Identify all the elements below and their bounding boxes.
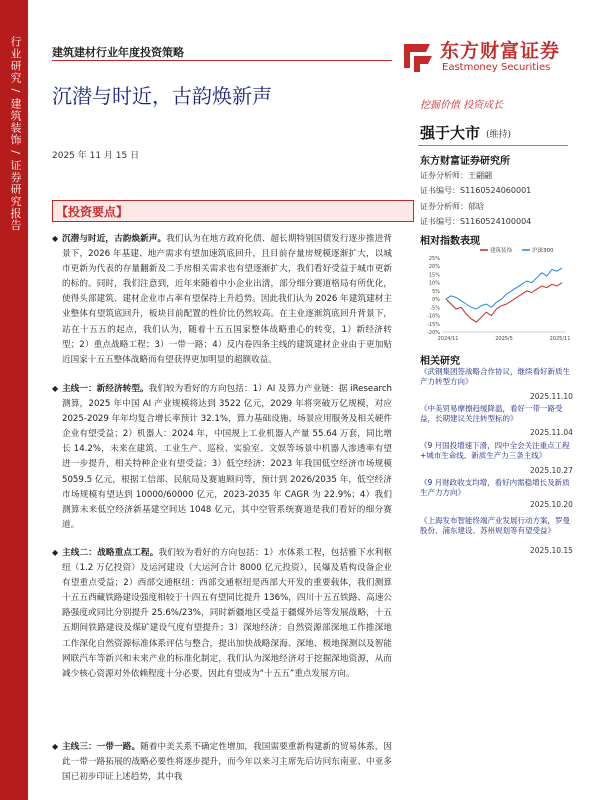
rating-rule bbox=[418, 145, 568, 146]
header-rule bbox=[52, 60, 392, 61]
related-report-date: 2025.11.10 bbox=[530, 392, 573, 401]
y-tick-label: -15% bbox=[427, 321, 440, 328]
related-report-title[interactable]: 《9 月财政收支均增，看好内需稳增长及新质生产力方向》 bbox=[420, 478, 570, 497]
report-series-label: 建筑建材行业年度投资策略 bbox=[52, 46, 184, 59]
y-tick-label: -5% bbox=[430, 305, 440, 312]
y-tick-label: 5% bbox=[432, 288, 440, 295]
paragraph bbox=[62, 740, 392, 794]
logo-en-text: Eastmoney Securities bbox=[442, 62, 551, 73]
slogan: 挖掘价值 投资成长 bbox=[420, 100, 504, 111]
related-report-title[interactable]: 《上海发布智能终端产业发展行动方案，罗曼股份、浦东建设、苏州规划等有望受益》 bbox=[420, 516, 570, 535]
analyst-line: 证书编号：S1160524060001 bbox=[420, 186, 532, 195]
related-report-title[interactable]: 《9 月国投增速下滑，四中全会关注重点工程+城市生命线、新质生产力三条主线》 bbox=[420, 441, 570, 460]
page-title: 沉潜与时近，古韵焕新声 bbox=[52, 84, 272, 108]
paragraph-text: 随着中美关系不确定性增加，我国需要重新构建新的贸易体系，因此一带一路拓展的战略必要性将逐步提升，而今年以来习主席先后访问东南亚、中亚多国已初步印证上述趋势，其中我 bbox=[62, 742, 392, 783]
x-tick-label: 2025/5 bbox=[495, 336, 513, 342]
paragraph bbox=[62, 546, 392, 682]
sidebar-text: 行业研究 / 建筑装饰 / 证券研究报告 bbox=[9, 36, 22, 232]
institute-name: 东方财富证券研究所 bbox=[420, 156, 510, 167]
related-report-title[interactable]: 《中美贸易摩擦趋缓降温，看好一带一路受益，长期建议关注转型标的》 bbox=[420, 404, 563, 423]
legend-label: 沪深300 bbox=[532, 248, 554, 254]
rating-main: 强于大市 bbox=[420, 124, 481, 142]
chart-section-title: 相对指数表现 bbox=[420, 236, 480, 247]
brand-logo bbox=[400, 34, 560, 82]
related-report-date: 2025.10.15 bbox=[530, 546, 573, 555]
bullet-icon: ◆ bbox=[52, 548, 59, 557]
related-report-date: 2025.11.04 bbox=[530, 428, 573, 437]
legend-label: 建筑装饰 bbox=[490, 248, 513, 254]
paragraph-lead: 主线二：战略重点工程。 bbox=[62, 548, 159, 558]
paragraph-lead: 主线三：一带一路。 bbox=[62, 742, 141, 752]
paragraph bbox=[62, 382, 392, 533]
bullet-icon: ◆ bbox=[52, 742, 59, 751]
paragraph-text: 我们较为看好的方向包括：1）AI 及算力产业链：据 iResearch 测算，2025 年中国 AI 产业规模将达到 3522 亿元，2029 年将突破万亿规模，对应 2025-2029 年年均复合增长率预计 32.1%，算力基础设施、场景应用服务及相关硬件企业有望受益；2）机器人：2024 年，中国规上工业机器人产量 55.64 万套，同比增长 14.2%，未来在建筑、工业生产、巡检、实验室、文娱等场景中机器人渗透率有望进一步提升，相关特种企业有望受益；3）低空经济：2023 年我国低空经济市场规模 5059.5 亿元，根据工信部、民航局及赛迪顾问等，预计到 2026/2035 年，低空经济市场规模有望达到 10000/60000 亿元，2023-2035 年 CAGR 为 22.9%；4）我们测算未来低空经济新基建空间达 1048 亿元，其中空管系统赛道是我们看好的细分赛道。 bbox=[62, 384, 392, 530]
logo-cn-text: 东方财富证券 bbox=[440, 40, 561, 62]
key-points-title: 【投资要点】 bbox=[56, 205, 129, 219]
y-tick-label: 25% bbox=[428, 256, 440, 262]
analyst-line: 证券分析师：王翩翩 bbox=[420, 171, 492, 180]
related-report-title[interactable]: 《武钢集团签战略合作协议，继续看好新质生产力转型方向》 bbox=[420, 367, 570, 386]
x-tick-label: 2024/11 bbox=[437, 336, 459, 342]
y-tick-label: -20% bbox=[427, 330, 440, 336]
x-tick-label: 2025/11 bbox=[549, 336, 570, 342]
report-date: 2025 年 11 月 15 日 bbox=[52, 151, 140, 161]
related-report-date: 2025.10.27 bbox=[530, 466, 573, 475]
sidebar-band bbox=[0, 0, 28, 800]
logo-mark-icon bbox=[400, 38, 436, 74]
y-tick-label: -10% bbox=[427, 313, 440, 320]
y-tick-label: 20% bbox=[428, 264, 440, 271]
paragraph-text: 我们较为看好的方向包括：1）水体系工程，包括雅下水利枢纽（1.2 万亿投资）及运河建设（大运河合计 8000 亿元投资），民爆及盾构设备企业有望重点受益；2）西部交通枢纽：西部交通枢纽是西部大开发的重要载体，我们测算十五五西藏铁路建设强度相较于十四五有望同比提升 136%，四川十五五铁路、高速公路强度或同比分别提升 25.6%/23%，同时新疆地区受益于疆煤外运等发展战略，十五五期间铁路建设及煤矿建设气度有望提升；3）深地经济：自然资源部深地工作推深地工作深化自然资源标准体系评估与整合，提出加快战略深海、深地、极地探测以及智能网联汽车等新兴和未来产业的标准化制定，我们认为深地经济对于挖掘深地资源，从而减少核心资源对外依赖程度十分必要，因此有望成为“十五五”重点发展方向。 bbox=[62, 548, 392, 679]
bullet-icon: ◆ bbox=[52, 384, 59, 393]
rating-sub: (维持) bbox=[486, 130, 512, 140]
y-tick-label: 15% bbox=[428, 272, 440, 279]
relative-index-chart bbox=[420, 244, 570, 349]
bullet-icon: ◆ bbox=[52, 234, 59, 243]
y-tick-label: 10% bbox=[428, 280, 440, 287]
related-report-date: 2025.10.20 bbox=[530, 500, 573, 509]
paragraph bbox=[62, 232, 392, 368]
paragraph-text: 我们认为在地方政府化债、超长期特别国债发行逐步推进背景下，2026 年基建、地产需求有望加速筑底回升，且目前存量房规模逐渐扩大，以城市更新为代表的存量翻新及二手房相关需求也有望逐渐扩大，我们看好受益于城市更新的标的。同时，我们注意到，近年来随着中小企业出清，部分细分赛道格局有所优化，使得头部建筑、建材企业市占率有望保持上升趋势。因此我们认为 2026 年建筑建材主业整体有望筑底回升，板块目前配置的性价比仍然较高。在主业逐渐筑底回升背景下，站在十五五的起点，我们认为，随着十五五国家整体战略重心的转变，1）新经济转型；2）重点战略工程；3）一带一路；4）反内卷四条主线的建筑建材企业由于更加贴近国家十五五整体战略而有望获得更加明显的超额收益。 bbox=[62, 234, 392, 365]
analyst-line: 证券分析师：郁晗 bbox=[420, 202, 484, 211]
paragraph-lead: 主线一：新经济转型。 bbox=[62, 384, 149, 394]
y-tick-label: 0% bbox=[432, 297, 440, 304]
analyst-line: 证书编号：S1160524100004 bbox=[420, 217, 532, 226]
series-line bbox=[446, 268, 562, 309]
related-section-title: 相关研究 bbox=[420, 356, 460, 367]
paragraph-lead: 沉潜与时近，古韵焕新声。 bbox=[62, 234, 167, 244]
